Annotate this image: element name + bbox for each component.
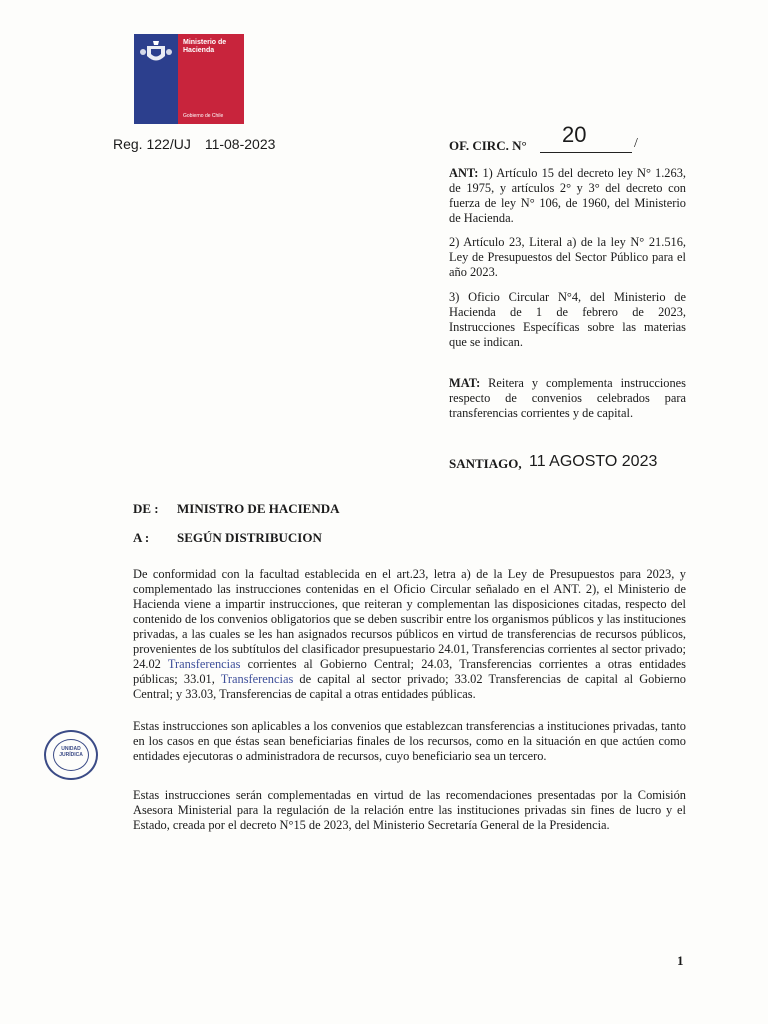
stamp-text: UNIDAD JURÍDICA: [59, 746, 83, 758]
logo-blue-panel: [134, 34, 178, 124]
antecedent-1: ANT: 1) Artículo 15 del decreto ley N° 1.263, de 1975, y artículos 2° y 3° del decreto con fuerza de ley N° 106, de 1960, del Ministerio de Hacienda.: [449, 166, 686, 225]
unidad-juridica-stamp: [44, 730, 98, 780]
body-paragraph-1: De conformidad con la facultad establecida en el art.23, letra a) de la Ley de Presupuestos para 2023, y complementado las instrucciones contenidas en el Oficio Circular señalado en el ANT. 2), el Ministerio de Hacienda viene a impartir instrucciones, que reiteran y complementan las disposiciones citadas, respecto del contenido de los convenios obligatorios que se deben suscribir entre los organismos públicos y las instituciones privadas, a las cuales se les han asignados recursos públicos en virtud de transferencias de recursos públicos, provenientes de los subtítulos del clasificador presupuestario 24.01, Transferencias corrientes al sector privado; 24.02 Transferencias corrientes al Gobierno Central; 24.03, Transferencias corrientes a otras entidades públicas; 33.01, Transferencias de capital al sector privado; 33.02 Transferencias de capital al Gobierno Central; y 33.03, Transferencias de capital a otras entidades públicas.: [133, 567, 686, 701]
body-paragraph-3: Estas instrucciones serán complementadas en virtud de las recomendaciones presentadas por la Comisión Asesora Ministerial para la regulación de la relación entre las instituciones privadas sin fines de lucro y el Estado, creada por el decreto N°15 de 2023, del Ministerio Secretaría General de la Presidencia.: [133, 788, 686, 832]
to-value: SEGÚN DISTRIBUCION: [177, 530, 322, 545]
place-label: SANTIAGO,: [449, 456, 522, 471]
from-line: DE : MINISTRO DE HACIENDA: [133, 501, 340, 516]
document-date: 11 AGOSTO 2023: [529, 453, 658, 470]
registration-date: 11-08-2023: [204, 136, 276, 152]
logo-footer: Gobierno de Chile: [183, 113, 224, 119]
logo-title: Ministerio de Hacienda: [183, 39, 227, 54]
logo-red-panel: [178, 34, 244, 124]
to-line: A : SEGÚN DISTRIBUCION: [133, 530, 322, 545]
materia: MAT: Reitera y complementa instrucciones respecto de convenios celebrados para transferencias corrientes y de capital.: [449, 376, 686, 420]
chile-coat-of-arms-icon: [139, 38, 173, 68]
registration-reference: Reg. 122/UJ 11-08-2023: [113, 136, 276, 152]
of-circ-label: OF. CIRC. N°: [449, 138, 527, 153]
antecedent-3: 3) Oficio Circular N°4, del Ministerio de Hacienda de 1 de febrero de 2023, Instrucciones Específicas sobre las materias que se indican.: [449, 290, 686, 349]
body-paragraph-2: Estas instrucciones son aplicables a los convenios que establezcan transferencias a instituciones privadas, tanto en los casos en que éstas sean beneficiarias finales de los recursos, como en la situación en que actúen como entidades ejecutoras o administradora de recursos, cuyo beneficiario sea un tercero.: [133, 719, 686, 763]
of-circ-slash: /: [634, 136, 638, 151]
page-number: 1: [677, 953, 684, 968]
of-circ-underline: [540, 152, 632, 153]
from-value: MINISTRO DE HACIENDA: [177, 501, 340, 516]
of-circ-number: 20: [562, 122, 587, 147]
antecedent-2: 2) Artículo 23, Literal a) de la ley N° 21.516, Ley de Presupuestos del Sector Público para el año 2023.: [449, 235, 686, 279]
ministerio-hacienda-logo: [134, 34, 244, 124]
